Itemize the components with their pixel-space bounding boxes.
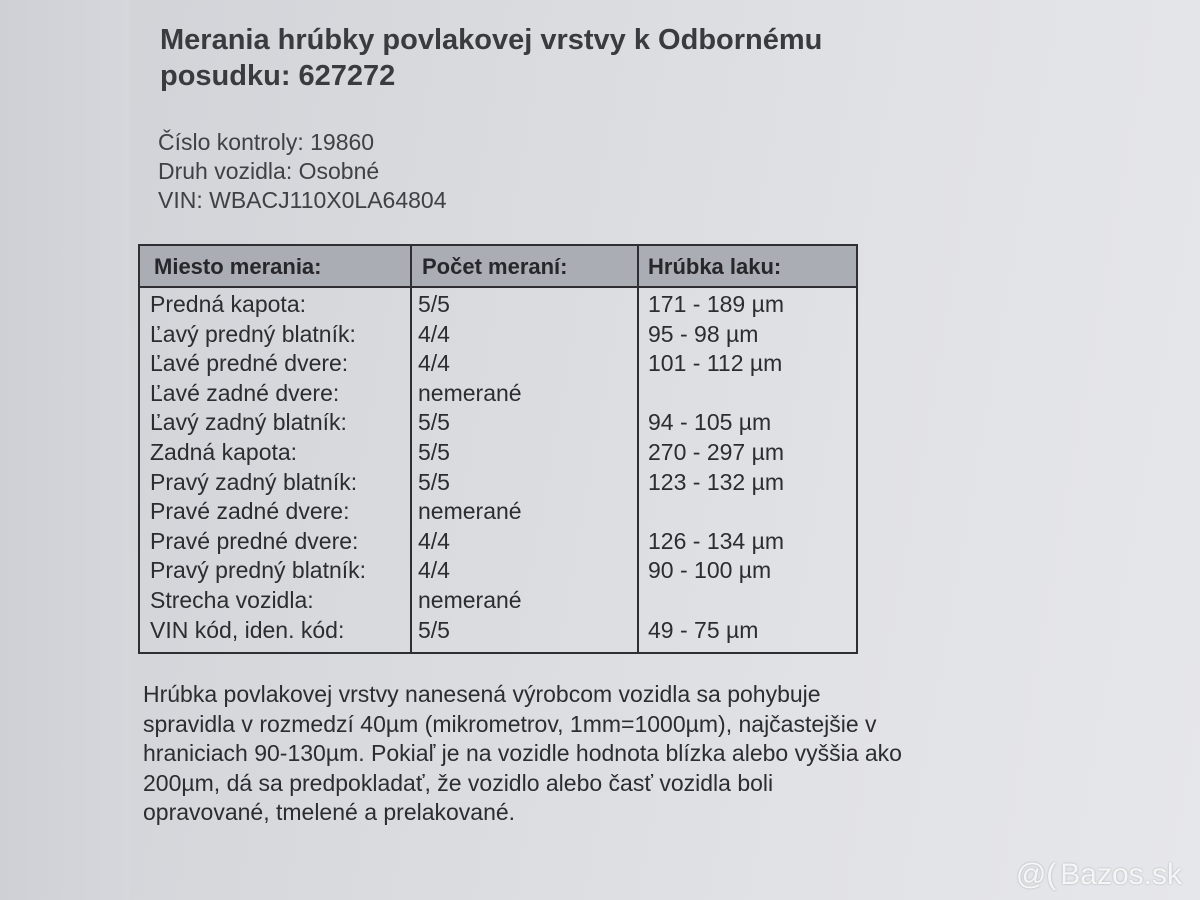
header-place: Miesto merania: <box>154 254 322 279</box>
table-row <box>140 408 856 438</box>
row-place: Zadná kapota: <box>150 438 298 465</box>
row-count: nemerané <box>418 498 522 525</box>
row-count: 5/5 <box>418 616 450 643</box>
row-place: Ľavé predné dvere: <box>150 350 349 377</box>
header-thickness: Hrúbka laku: <box>648 254 782 279</box>
row-thickness: 101 - 112 µm <box>648 350 783 377</box>
row-count: nemerané <box>418 586 522 613</box>
row-count: 5/5 <box>418 409 450 436</box>
row-count: 4/4 <box>418 320 450 347</box>
row-thickness: 94 - 105 µm <box>648 409 772 436</box>
table-body <box>140 290 856 645</box>
header-count: Počet meraní: <box>422 254 568 279</box>
table-row <box>140 616 856 646</box>
measurement-table <box>138 244 858 654</box>
row-count: 4/4 <box>418 350 450 377</box>
table-row <box>140 586 856 616</box>
table-row <box>140 320 856 350</box>
document-title: Merania hrúbky povlakovej vrstvy k Odbornému posudku: 627272 <box>160 24 823 92</box>
table-row <box>140 556 856 586</box>
row-place: Pravý predný blatník: <box>150 557 367 584</box>
row-place: Pravé zadné dvere: <box>150 498 350 525</box>
table-row <box>140 497 856 527</box>
row-thickness: 171 - 189 µm <box>648 291 784 317</box>
row-count: 4/4 <box>418 557 450 584</box>
row-place: VIN kód, iden. kód: <box>150 616 345 643</box>
table-row <box>140 527 856 557</box>
row-place: Predná kapota: <box>150 291 307 317</box>
row-place: Pravé predné dvere: <box>150 527 359 554</box>
row-place: Strecha vozidla: <box>150 586 314 613</box>
bazos-logo-icon: @( <box>1015 858 1057 891</box>
table-row <box>140 468 856 498</box>
vin-number: VIN: WBACJ110X0LA64804 <box>158 187 447 213</box>
row-place: Ľavý predný blatník: <box>150 320 356 347</box>
row-thickness: 95 - 98 µm <box>648 320 759 347</box>
vehicle-type: Druh vozidla: Osobné <box>158 158 380 184</box>
table-row <box>140 349 856 379</box>
table-header <box>140 246 856 288</box>
explanatory-note: Hrúbka povlakovej vrstvy nanesená výrobcom vozidla sa pohybuje spravidla v rozmedzí 40µm (mikrometrov, 1mm=1000µm), najčastejšie v hraniciach 90-130µm. Pokiaľ je na vozidle hodnota blízka alebo vyššia ako 200µm, dá sa predpokladať, že vozidlo alebo časť vozidla boli opravované, tmelené a prelakované. <box>143 681 902 825</box>
row-place: Ľavé zadné dvere: <box>150 379 340 406</box>
row-thickness: 90 - 100 µm <box>648 557 772 584</box>
row-thickness: 49 - 75 µm <box>648 616 759 643</box>
row-count: 5/5 <box>418 438 450 465</box>
table-row <box>140 290 856 320</box>
table-row <box>140 379 856 409</box>
row-place: Pravý zadný blatník: <box>150 468 358 495</box>
row-thickness: 126 - 134 µm <box>648 527 784 554</box>
control-number: Číslo kontroly: 19860 <box>158 129 375 155</box>
row-count: 5/5 <box>418 291 450 317</box>
row-thickness: 270 - 297 µm <box>648 438 784 465</box>
row-place: Ľavý zadný blatník: <box>150 409 347 436</box>
row-count: nemerané <box>418 379 522 406</box>
watermark <box>1016 858 1182 892</box>
row-count: 5/5 <box>418 468 450 495</box>
row-thickness: 123 - 132 µm <box>648 468 784 495</box>
row-count: 4/4 <box>418 527 450 554</box>
watermark-text: Bazos.sk <box>1060 858 1182 891</box>
table-row <box>140 438 856 468</box>
